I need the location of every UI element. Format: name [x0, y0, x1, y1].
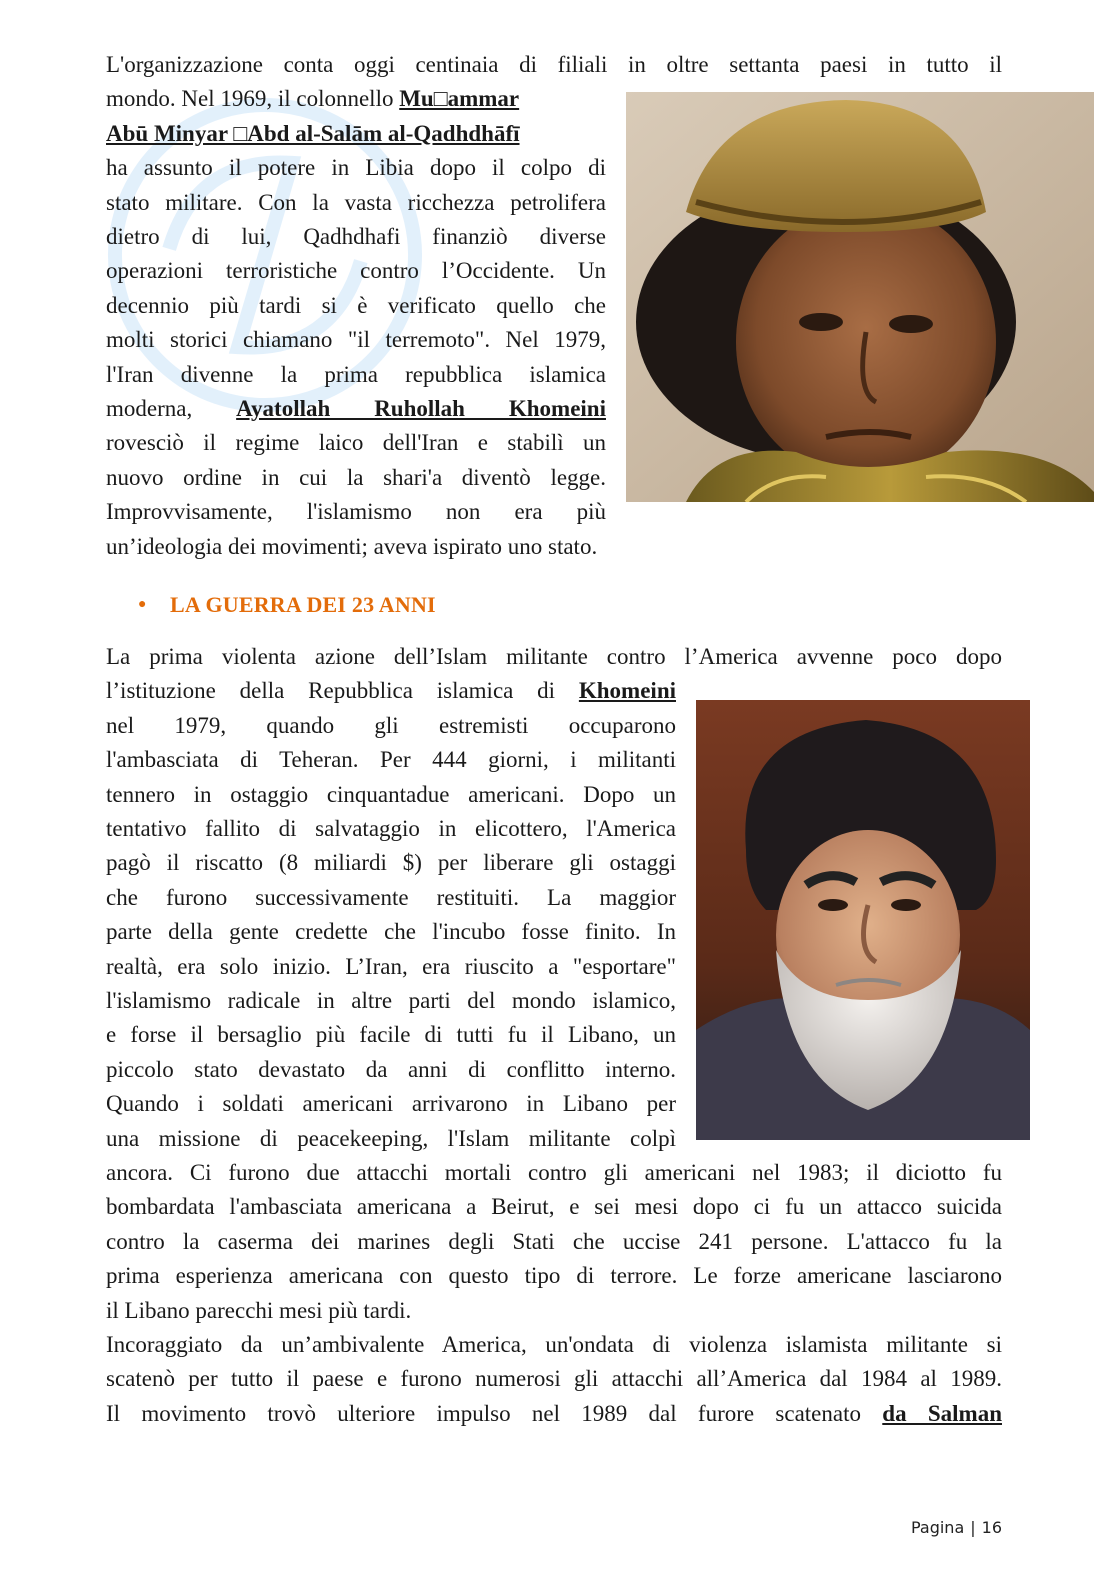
section2-line	[106, 950, 676, 985]
section2-line	[106, 915, 676, 950]
text-run: pagò il riscatto (8 miliardi $) per liberare gli ostaggi	[106, 850, 676, 876]
section2-line	[106, 1362, 1002, 1397]
section1-line	[106, 358, 606, 393]
text-run: Il movimento trovò ulteriore impulso nel 1989 dal furore scatenato	[106, 1400, 883, 1426]
text-run: decennio più tardi si è verificato quello che	[106, 292, 606, 318]
section2-line	[106, 674, 676, 709]
text-run: tentativo fallito di salvataggio in elicottero, l'America	[106, 816, 676, 841]
section1-line	[106, 186, 606, 221]
section2-line	[106, 1225, 1002, 1260]
name-link[interactable]: da Salman	[882, 1400, 1002, 1426]
text-run: e forse il bersaglio più facile di tutti fu il Libano, un	[106, 1022, 676, 1048]
section2-line	[106, 1328, 1002, 1363]
section2-line	[106, 812, 676, 847]
text-run: L'organizzazione conta oggi centinaia di filiali in oltre settanta paesi in tutto il	[106, 52, 1002, 77]
section1-line	[106, 323, 606, 358]
heading-title: LA GUERRA DEI 23 ANNI	[170, 592, 436, 617]
text-run: stato militare. Con la vasta ricchezza petrolifera	[106, 189, 606, 215]
page-footer	[911, 1518, 1002, 1537]
section2-line	[106, 640, 1002, 675]
section1-line	[106, 461, 606, 496]
section1-line	[106, 48, 1002, 83]
text-run: realtà, era solo inizio. L’Iran, era riuscito a "esportare"	[106, 953, 676, 979]
section-heading	[138, 590, 436, 620]
section1-line	[106, 289, 606, 324]
text-run: l'Iran divenne la prima repubblica islamica	[106, 361, 606, 387]
text-run: ha assunto il potere in Libia dopo il colpo di	[106, 155, 606, 181]
text-run: scatenò per tutto il paese e furono numerosi gli attacchi all’America dal 1984 al 1989.	[106, 1366, 1002, 1392]
text-run: dietro di lui, Qadhdhafi finanziò diverse	[106, 224, 606, 249]
section2-line	[106, 743, 676, 778]
text-run: ancora. Ci furono due attacchi mortali contro gli americani nel 1983; il diciotto fu	[106, 1160, 1002, 1185]
name-link[interactable]: Mu□ammar	[399, 86, 520, 112]
text-run: l'ambasciata di Teheran. Per 444 giorni, i militanti	[106, 747, 676, 773]
section2-line	[106, 1156, 1002, 1191]
section1-line	[106, 82, 606, 117]
section2-line	[106, 1190, 1002, 1225]
text-run: Incoraggiato da un’ambivalente America, un'ondata di violenza islamista militante si	[106, 1332, 1002, 1357]
photo-khomeini	[696, 700, 1030, 1140]
section1-line	[106, 220, 606, 255]
section1-line	[106, 426, 606, 461]
photo-gaddafi	[626, 92, 1094, 502]
text-run: moderna,	[106, 396, 237, 421]
section1-line	[106, 495, 606, 530]
text-run: tennero in ostaggio cinquantadue americani. Dopo un	[106, 781, 676, 807]
section1-line	[106, 254, 606, 289]
section2-line	[106, 846, 676, 881]
name-link[interactable]: Khomeini	[578, 678, 676, 704]
section1-line	[106, 151, 606, 186]
section1-line	[106, 530, 1002, 565]
section2-line	[106, 881, 676, 916]
text-run: un’ideologia dei movimenti; aveva ispirato uno stato.	[106, 533, 598, 559]
text-run: che furono successivamente restituiti. La maggior	[106, 884, 676, 910]
text-run: il Libano parecchi mesi più tardi.	[106, 1297, 412, 1323]
text-run: mondo. Nel 1969, il colonnello	[106, 86, 400, 112]
text-run: operazioni terroristiche contro l’Occidente. Un	[106, 258, 606, 284]
section2-line	[106, 1018, 676, 1053]
name-link[interactable]: Abū Minyar □Abd al-Salām al-Qadhdhāfī	[106, 120, 520, 146]
text-run: prima esperienza americana con questo tipo di terrore. Le forze americane lasciarono	[106, 1263, 1002, 1289]
text-run: nel 1979, quando gli estremisti occuparono	[106, 712, 676, 738]
section2-line	[106, 778, 676, 813]
text-run: l'islamismo radicale in altre parti del mondo islamico,	[106, 988, 676, 1013]
text-run: piccolo stato devastato da anni di conflitto interno.	[106, 1056, 676, 1082]
section2-line	[106, 1294, 1002, 1329]
text-run: bombardata l'ambasciata americana a Beirut, e sei mesi dopo ci fu un attacco suicida	[106, 1194, 1002, 1220]
footer-label: Pagina	[910, 1518, 965, 1537]
section2-line	[106, 1397, 1002, 1432]
text-run: molti storici chiamano "il terremoto". Nel 1979,	[106, 327, 606, 353]
section1-line	[106, 392, 606, 427]
section2-line	[106, 1122, 676, 1157]
text-run: nuovo ordine in cui la shari'a diventò legge.	[106, 464, 606, 490]
footer-separator: |	[970, 1518, 976, 1537]
text-run: Quando i soldati americani arrivarono in Libano per	[106, 1091, 676, 1117]
section2-line	[106, 1259, 1002, 1294]
section2-line	[106, 1053, 676, 1088]
text-run: l’istituzione della Repubblica islamica di	[106, 678, 579, 704]
text-run: La prima violenta azione dell’Islam militante contro l’America avvenne poco dopo	[106, 644, 1002, 669]
text-run: contro la caserma dei marines degli Stati che uccise 241 persone. L'attacco fu la	[106, 1228, 1002, 1254]
page-number: 16	[981, 1518, 1002, 1537]
section2-line	[106, 984, 676, 1019]
text-run: Improvvisamente, l'islamismo non era più	[106, 499, 606, 525]
section1-line	[106, 117, 606, 152]
text-run: rovesciò il regime laico dell'Iran e stabilì un	[106, 430, 606, 456]
name-link[interactable]: Ayatollah Ruhollah Khomeini	[236, 396, 606, 421]
text-run: parte della gente credette che l'incubo fosse finito. In	[106, 919, 676, 945]
text-run: una missione di peacekeeping, l'Islam militante colpì	[106, 1125, 676, 1151]
bullet-icon: ●	[138, 597, 147, 612]
section2-line	[106, 1087, 676, 1122]
section2-line	[106, 709, 676, 744]
